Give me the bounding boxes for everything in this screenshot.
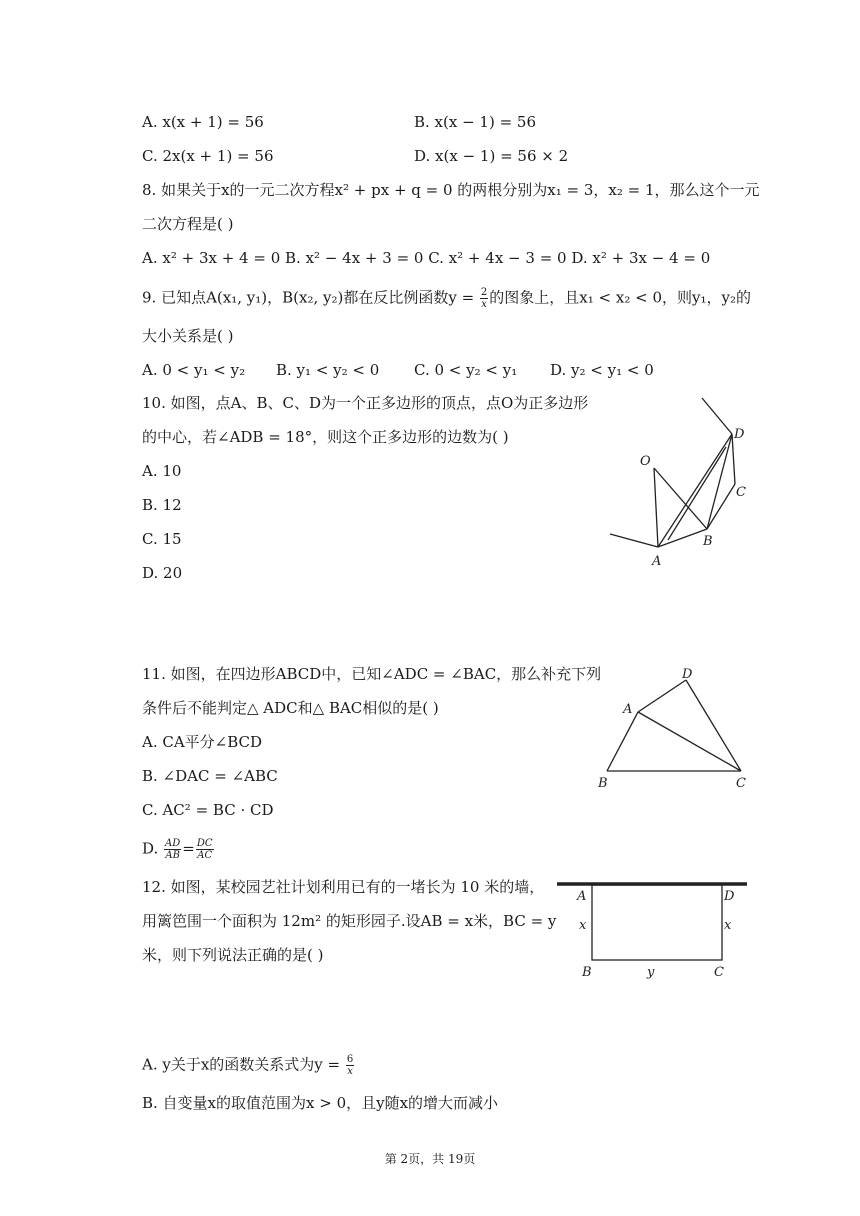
q10-label-c: C — [736, 485, 746, 500]
q9-fraction — [480, 287, 488, 310]
q7-option-b: B. x(x − 1) = 56 — [414, 113, 537, 131]
q11-frac1-den: AB — [165, 850, 180, 861]
q12-option-a — [142, 1054, 355, 1077]
q11-frac2-den: AC — [197, 850, 213, 861]
q10-label-b: B — [703, 534, 713, 549]
q9-option-b: B. y₁ < y₂ < 0 — [276, 361, 380, 379]
q8-stem-line2: 二次方程是( ) — [142, 215, 234, 233]
q12-frac-num: 6 — [346, 1054, 354, 1065]
q11-frac1-num: AD — [165, 838, 181, 849]
q9-stem-line2: 大小关系是( ) — [142, 327, 234, 345]
q10-option-c: C. 15 — [142, 530, 182, 548]
q11-option-d-eq: = — [182, 839, 195, 858]
q11-label-d: D — [682, 667, 693, 682]
q10-label-d: D — [734, 427, 745, 442]
q11-label-c: C — [736, 776, 746, 791]
q9-stem-post: 的图象上，且x₁ < x₂ < 0，则y₁，y₂的 — [489, 288, 751, 307]
q9-option-d: D. y₂ < y₁ < 0 — [550, 361, 654, 379]
q12-stem-line2: 用篱笆围一个面积为 12m² 的矩形园子.设AB = x米，BC = y — [142, 912, 557, 930]
q12-label-a: A — [577, 889, 587, 904]
q9-option-a: A. 0 < y₁ < y₂ — [142, 361, 246, 379]
q11-option-c: C. AC² = BC · CD — [142, 801, 274, 819]
q9-stem-pre: 9. 已知点A(x₁, y₁)，B(x₂, y₂)都在反比例函数y = — [142, 288, 479, 307]
q7-option-a: A. x(x + 1) = 56 — [142, 113, 264, 131]
q11-fraction-dc-ac — [196, 838, 214, 861]
q10-option-d: D. 20 — [142, 564, 183, 582]
q9-option-c: C. 0 < y₂ < y₁ — [414, 361, 518, 379]
q10-option-b: B. 12 — [142, 496, 182, 514]
q12-frac-den: x — [347, 1066, 353, 1077]
q12-stem-line3: 米，则下列说法正确的是( ) — [142, 946, 324, 964]
q11-option-b: B. ∠DAC = ∠ABC — [142, 767, 278, 785]
q9-frac-den: x — [481, 299, 487, 310]
q10-polygon-figure — [600, 390, 760, 575]
q11-option-a: A. CA平分∠BCD — [142, 733, 263, 751]
q12-label-d: D — [724, 889, 735, 904]
q10-stem-line1: 10. 如图，点A、B、C、D为一个正多边形的顶点，点O为正多边形 — [142, 394, 589, 412]
q11-option-d — [142, 838, 215, 861]
q11-label-b: B — [598, 776, 608, 791]
q9-frac-num: 2 — [480, 287, 488, 298]
q7-option-c: C. 2x(x + 1) = 56 — [142, 147, 274, 165]
q12-label-y: y — [647, 965, 655, 980]
q12-rectangle-figure — [550, 875, 755, 985]
q11-stem-line2: 条件后不能判定△ ADC和△ BAC相似的是( ) — [142, 699, 439, 717]
q8-stem-line1: 8. 如果关于x的一元二次方程x² + px + q = 0 的两根分别为x₁ = 3，x₂ = 1，那么这个一元 — [142, 181, 760, 199]
q11-stem-line1: 11. 如图，在四边形ABCD中，已知∠ADC = ∠BAC，那么补充下列 — [142, 665, 602, 683]
q10-option-a: A. 10 — [142, 462, 182, 480]
q12-label-x-right: x — [724, 918, 732, 933]
q8-options: A. x² + 3x + 4 = 0 B. x² − 4x + 3 = 0 C. x² + 4x − 3 = 0 D. x² + 3x − 4 = 0 — [142, 249, 711, 267]
q11-quadrilateral-figure — [590, 660, 760, 795]
q9-stem-line1 — [142, 287, 751, 310]
q11-option-d-prefix: D. — [142, 839, 159, 858]
q12-option-a-pre: A. y关于x的函数关系式为y = — [142, 1055, 345, 1074]
q12-label-x-left: x — [579, 918, 587, 933]
q11-frac2-num: DC — [196, 838, 213, 849]
q12-label-c: C — [714, 965, 724, 980]
page-footer: 第 2页，共 19页 — [384, 1152, 476, 1166]
q10-label-o: O — [640, 454, 651, 469]
q12-stem-line1: 12. 如图，某校园艺社计划利用已有的一堵长为 10 米的墙， — [142, 878, 545, 896]
q11-label-a: A — [623, 702, 633, 717]
q7-option-d: D. x(x − 1) = 56 × 2 — [414, 147, 569, 165]
q12-fraction — [346, 1054, 354, 1077]
q10-label-a: A — [652, 554, 662, 569]
q10-stem-line2: 的中心，若∠ADB = 18°，则这个正多边形的边数为( ) — [142, 428, 509, 446]
q11-fraction-ad-ab — [164, 838, 181, 861]
q12-option-b: B. 自变量x的取值范围为x > 0，且y随x的增大而减小 — [142, 1094, 499, 1112]
q12-label-b: B — [582, 965, 592, 980]
